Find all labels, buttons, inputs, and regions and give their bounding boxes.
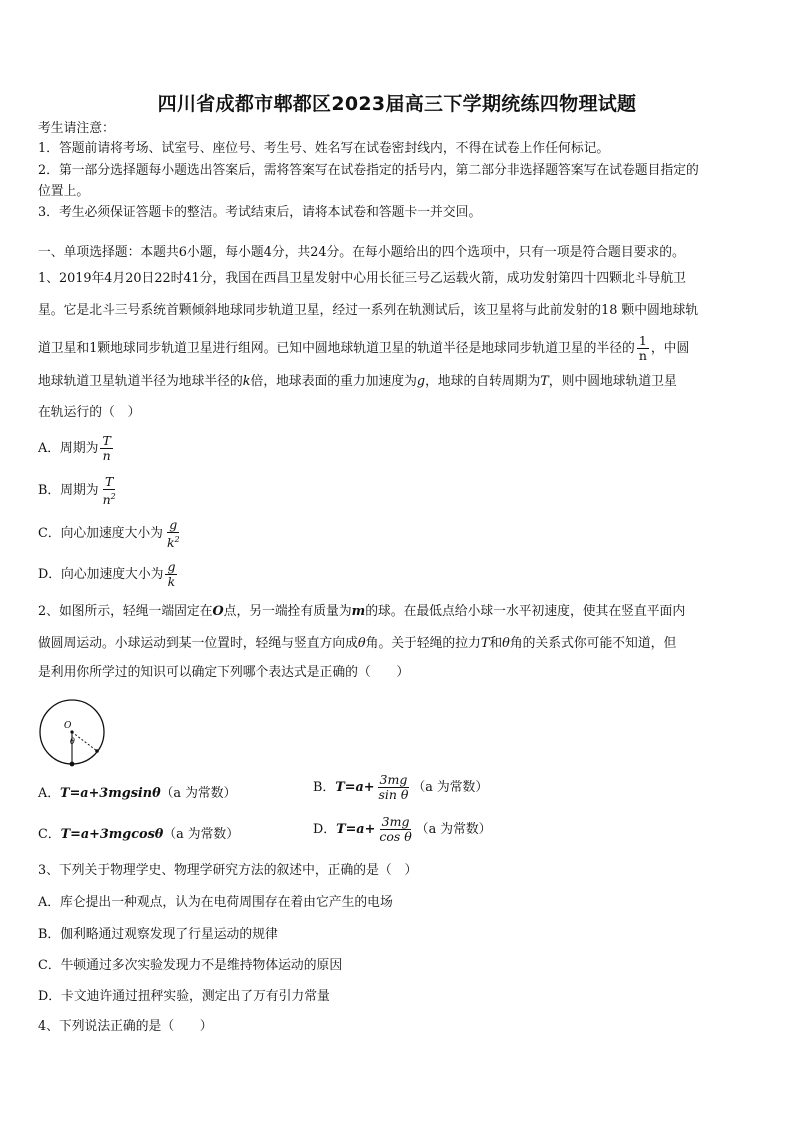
ball-position-dot: [95, 749, 99, 753]
q1-option-b: [38, 475, 120, 507]
center-label-O: O: [64, 721, 72, 731]
q2-line-2-text-4: 角的关系式你可能不知道，但: [509, 636, 677, 651]
var-g: g: [416, 374, 426, 389]
q1-line-5: 在轨运行的（ ）: [38, 405, 141, 420]
q2-line-1: [38, 604, 685, 620]
option-note: （a 为常数）: [160, 786, 237, 801]
q3-option-a: A．库仑提出一种观点，认为在电荷周围存在着由它产生的电场: [38, 895, 393, 910]
option-label: A．周期为: [38, 440, 99, 456]
option-label: B．周期为: [38, 483, 99, 499]
ball-dot: [70, 762, 75, 767]
option-expression: T=a+: [336, 821, 376, 837]
denominator-exponent: 2: [174, 535, 180, 544]
q3-option-b: B．伽利略通过观察发现了行星运动的规律: [38, 927, 278, 942]
exam-title: 四川省成都市郫都区2023届高三下学期统练四物理试题: [157, 93, 637, 115]
option-note: （a 为常数）: [412, 779, 489, 795]
fraction-numerator: g: [169, 517, 178, 532]
q2-line-1-text: 2、如图所示，轻绳一端固定在: [38, 604, 213, 619]
option-label: A．: [38, 786, 61, 801]
section-heading: 一、单项选择题：本题共6小题，每小题4分，共24分。在每小题给出的四个选项中，只有一项是符合题目要求的。: [38, 245, 685, 260]
option-label: D．: [313, 821, 337, 837]
var-T: T: [480, 636, 490, 651]
q1-line-1: 1、2019年4月20日22时41分，我国在西昌卫星发射中心用长征三号乙运载火箭，成功发射第四十四颗北斗导航卫: [38, 271, 686, 286]
var-theta: θ: [357, 636, 366, 651]
option-note: （a 为常数）: [163, 827, 239, 842]
fraction-denominator: cos θ: [379, 829, 412, 844]
q1-line-4-text-4: ，则中圆地球轨道卫星: [548, 374, 677, 389]
notice-item-2: 2．第一部分选择题每小题选出答案后，需将答案写在试卷指定的括号内，第二部分非选择题答案写在试卷题目指定的: [38, 163, 699, 178]
denominator-exponent: 2: [110, 492, 116, 501]
q3-option-d: D．卡文迪许通过扭秤实验，测定出了万有引力常量: [38, 989, 330, 1004]
q3-stem: 3、下列关于物理学史、物理学研究方法的叙述中，正确的是（ ）: [38, 863, 418, 878]
q4-stem: 4、下列说法正确的是（ ）: [38, 1019, 213, 1034]
q3-option-c: C．牛顿通过多次实验发现力不是维持物体运动的原因: [38, 958, 343, 973]
notice-item-3: 3．考生必须保证答题卡的整洁。考试结束后，请将本试卷和答题卡一并交回。: [38, 205, 482, 220]
q1-line-4-text-2: 倍，地球表面的重力加速度为: [250, 374, 417, 389]
q1-line-4: [38, 374, 677, 390]
q2-line-2: [38, 636, 676, 652]
rope-line: [72, 732, 97, 751]
q2-option-d: [313, 815, 491, 844]
q2-option-c: [38, 827, 239, 843]
notice-heading: 考生请注意：: [38, 121, 115, 136]
option-fraction: [165, 518, 182, 550]
q2-line-2-text-2: 角。关于轻绳的拉力: [365, 636, 481, 651]
q1-option-d: [38, 560, 179, 589]
q1-option-c: [38, 518, 184, 550]
fraction-denominator: n: [638, 348, 647, 363]
option-label: B．: [313, 779, 336, 795]
option-note: （a 为常数）: [415, 821, 492, 837]
fraction-numerator: 1: [638, 333, 647, 348]
option-label: C．: [38, 827, 61, 842]
notice-item-1: 1．答题前请将考场、试室号、座位号、考生号、姓名写在试卷密封线内，不得在试卷上作任何标记。: [38, 141, 610, 156]
q1-line-3-tail: ，中圆: [650, 340, 690, 356]
option-fraction: [376, 773, 410, 802]
option-label: D．向心加速度大小为: [38, 566, 164, 582]
option-fraction: [101, 475, 118, 507]
option-fraction: [100, 434, 112, 463]
angle-label-theta: θ: [70, 737, 75, 746]
var-k: k: [242, 374, 251, 389]
option-expression: T=a+3mgcosθ: [60, 827, 164, 842]
q1-option-a: [38, 434, 115, 463]
q1-line-3: [38, 334, 689, 363]
fraction-denominator: sin θ: [378, 787, 409, 802]
option-fraction: [165, 560, 177, 589]
var-m: m: [351, 604, 366, 619]
var-theta: θ: [502, 636, 510, 651]
q2-line-1-text-2: 点，另一端拴有质量为: [223, 604, 352, 619]
q2-line-1-text-3: 的球。在最低点给小球一水平初速度，使其在竖直平面内: [365, 604, 686, 619]
q1-line-4-text-3: ，地球的自转周期为: [425, 374, 541, 389]
q2-option-b: [313, 773, 488, 802]
option-expression: T=a+3mgsinθ: [60, 786, 161, 801]
fraction-denominator: [165, 533, 182, 550]
pendulum-figure: [36, 697, 110, 771]
fraction-numerator: 3mg: [379, 772, 408, 787]
option-expression: T=a+: [335, 779, 375, 795]
fraction-denominator: k: [167, 574, 176, 589]
option-fraction: [377, 815, 413, 844]
fraction-numerator: 3mg: [381, 814, 410, 829]
fraction-numerator: T: [105, 474, 114, 489]
q2-option-a: [38, 786, 236, 802]
q2-line-2-text: 做圆周运动。小球运动到某一位置时，轻绳与竖直方向成: [38, 636, 358, 651]
q2-line-2-text-3: 和: [489, 636, 503, 651]
var-T: T: [540, 374, 549, 389]
option-label: C．向心加速度大小为: [38, 526, 163, 542]
fraction-numerator: T: [102, 433, 111, 448]
q1-ratio-fraction: [637, 334, 649, 363]
q1-line-3-text: 道卫星和1颗地球同步轨道卫星进行组网。已知中圆地球轨道卫星的轨道半径是地球同步轨道卫星的半径的: [38, 340, 635, 356]
var-O: O: [212, 604, 224, 619]
denominator-base: n: [102, 492, 111, 508]
q2-line-3: 是利用你所学过的知识可以确定下列哪个表达式是正确的（ ）: [38, 665, 410, 680]
fraction-denominator: n: [102, 448, 111, 463]
q1-line-4-text: 地球轨道卫星轨道半径为地球半径的: [38, 374, 243, 389]
q1-line-2: 星。它是北斗三号系统首颗倾斜地球同步轨道卫星，经过一系列在轨测试后，该卫星将与此前发射的18 颗中圆地球轨: [38, 303, 699, 318]
fraction-denominator: [101, 490, 118, 507]
denominator-base: k: [166, 535, 175, 551]
notice-item-2-cont: 位置上。: [38, 184, 90, 199]
fraction-numerator: g: [167, 559, 176, 574]
